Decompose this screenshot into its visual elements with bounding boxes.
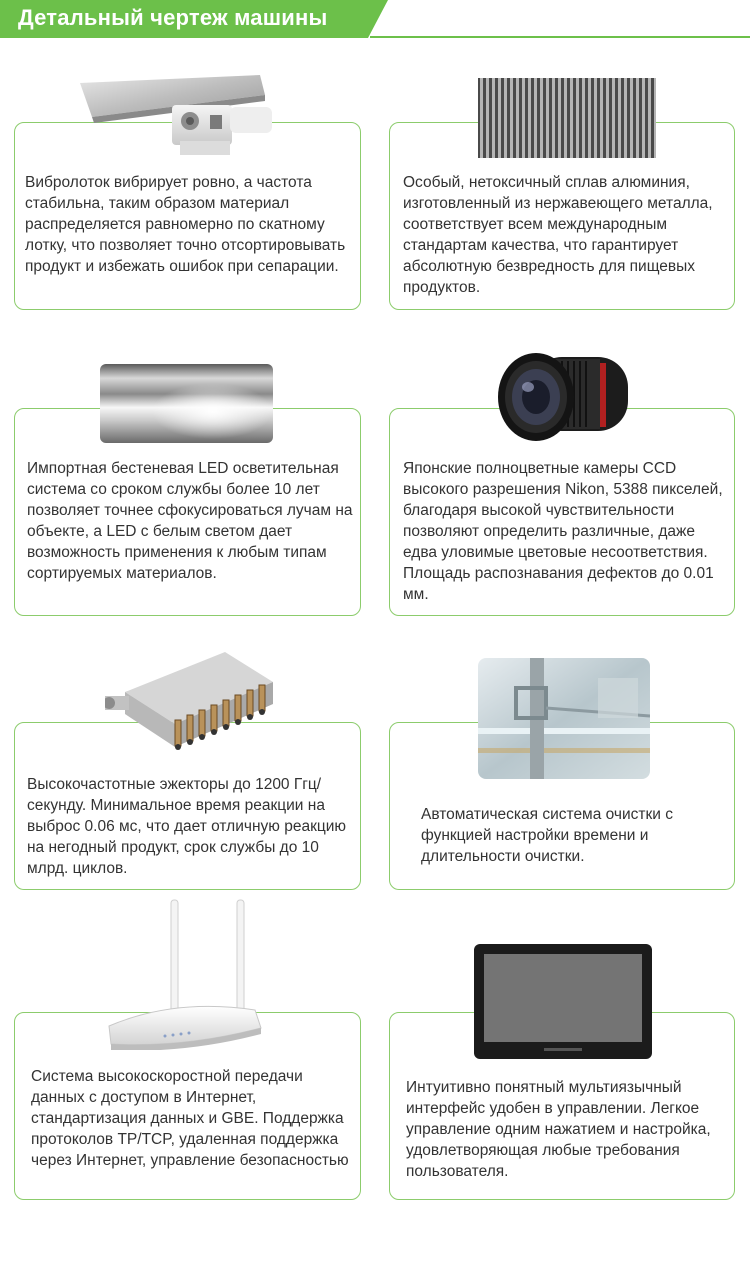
- touch-screen-image: [474, 944, 652, 1059]
- feature-text-cleaning: Автоматическая система очистки с функцией настройки времени и длительности очистки.: [421, 806, 674, 865]
- led-light-bar-image: [100, 364, 273, 443]
- ejector-block-image: [105, 652, 275, 757]
- page-header: [0, 0, 750, 40]
- page-title: Детальный чертеж машины: [18, 5, 328, 30]
- stainless-chute-image: [478, 78, 656, 158]
- feature-text-vibrating-feeder: Вибролоток вибрирует ровно, а частота стабильна, таким образом материал распределяется равномерно по скатному лотку, что позволяет точно отсортировывать продукт и избежать ошибок при сепарации.: [25, 174, 346, 275]
- cleaning-system-image: [478, 658, 650, 779]
- chute-grooves: [478, 78, 656, 158]
- wifi-router-image: [105, 898, 263, 1050]
- feature-text-touch-screen: Интуитивно понятный мультиязычный интерфейс удобен в управлении. Легкое управление одним нажатием и настройка, удовлетворяющая любые требования пользователя.: [406, 1079, 711, 1180]
- feature-text-led-light: Импортная бестеневая LED осветительная система со сроком службы более 10 лет позволяет точнее сфокусироваться лучам на объекте, а LED с белым светом дает возможность применения к любым типам сортируемых материалов.: [27, 460, 353, 582]
- feature-text-ejectors: Высокочастотные эжекторы до 1200 Ггц/секунду. Минимальное время реакции на выброс 0.06 мс, что дает отличную реакцию на негодный продукт, срок службы до 10 млрд. циклов.: [27, 776, 347, 877]
- ccd-camera-lens-image: [492, 347, 634, 447]
- feature-text-router: Система высокоскоростной передачи данных с доступом в Интернет, стандартизация данных и GBE. Поддержка протоколов TP/TCP, удаленная поддержка через Интернет, управление безопасностью: [31, 1068, 349, 1169]
- feature-text-ccd-camera: Японские полноцветные камеры CCD высокого разрешения Nikon, 5388 пикселей, благодаря высокой чувствительности позволяют определить различные, даже едва уловимые цветовые несоответствия. Площадь распознавания дефектов до 0.01 мм.: [403, 460, 723, 603]
- feature-text-stainless-chute: Особый, нетоксичный сплав алюминия, изготовленный из нержавеющего металла, соответствует всем международным стандартам качества, что гарантирует абсолютную безвредность для пищевых продуктов.: [403, 174, 713, 296]
- header-underline: [370, 36, 750, 38]
- vibrating-feeder-image: [80, 75, 280, 161]
